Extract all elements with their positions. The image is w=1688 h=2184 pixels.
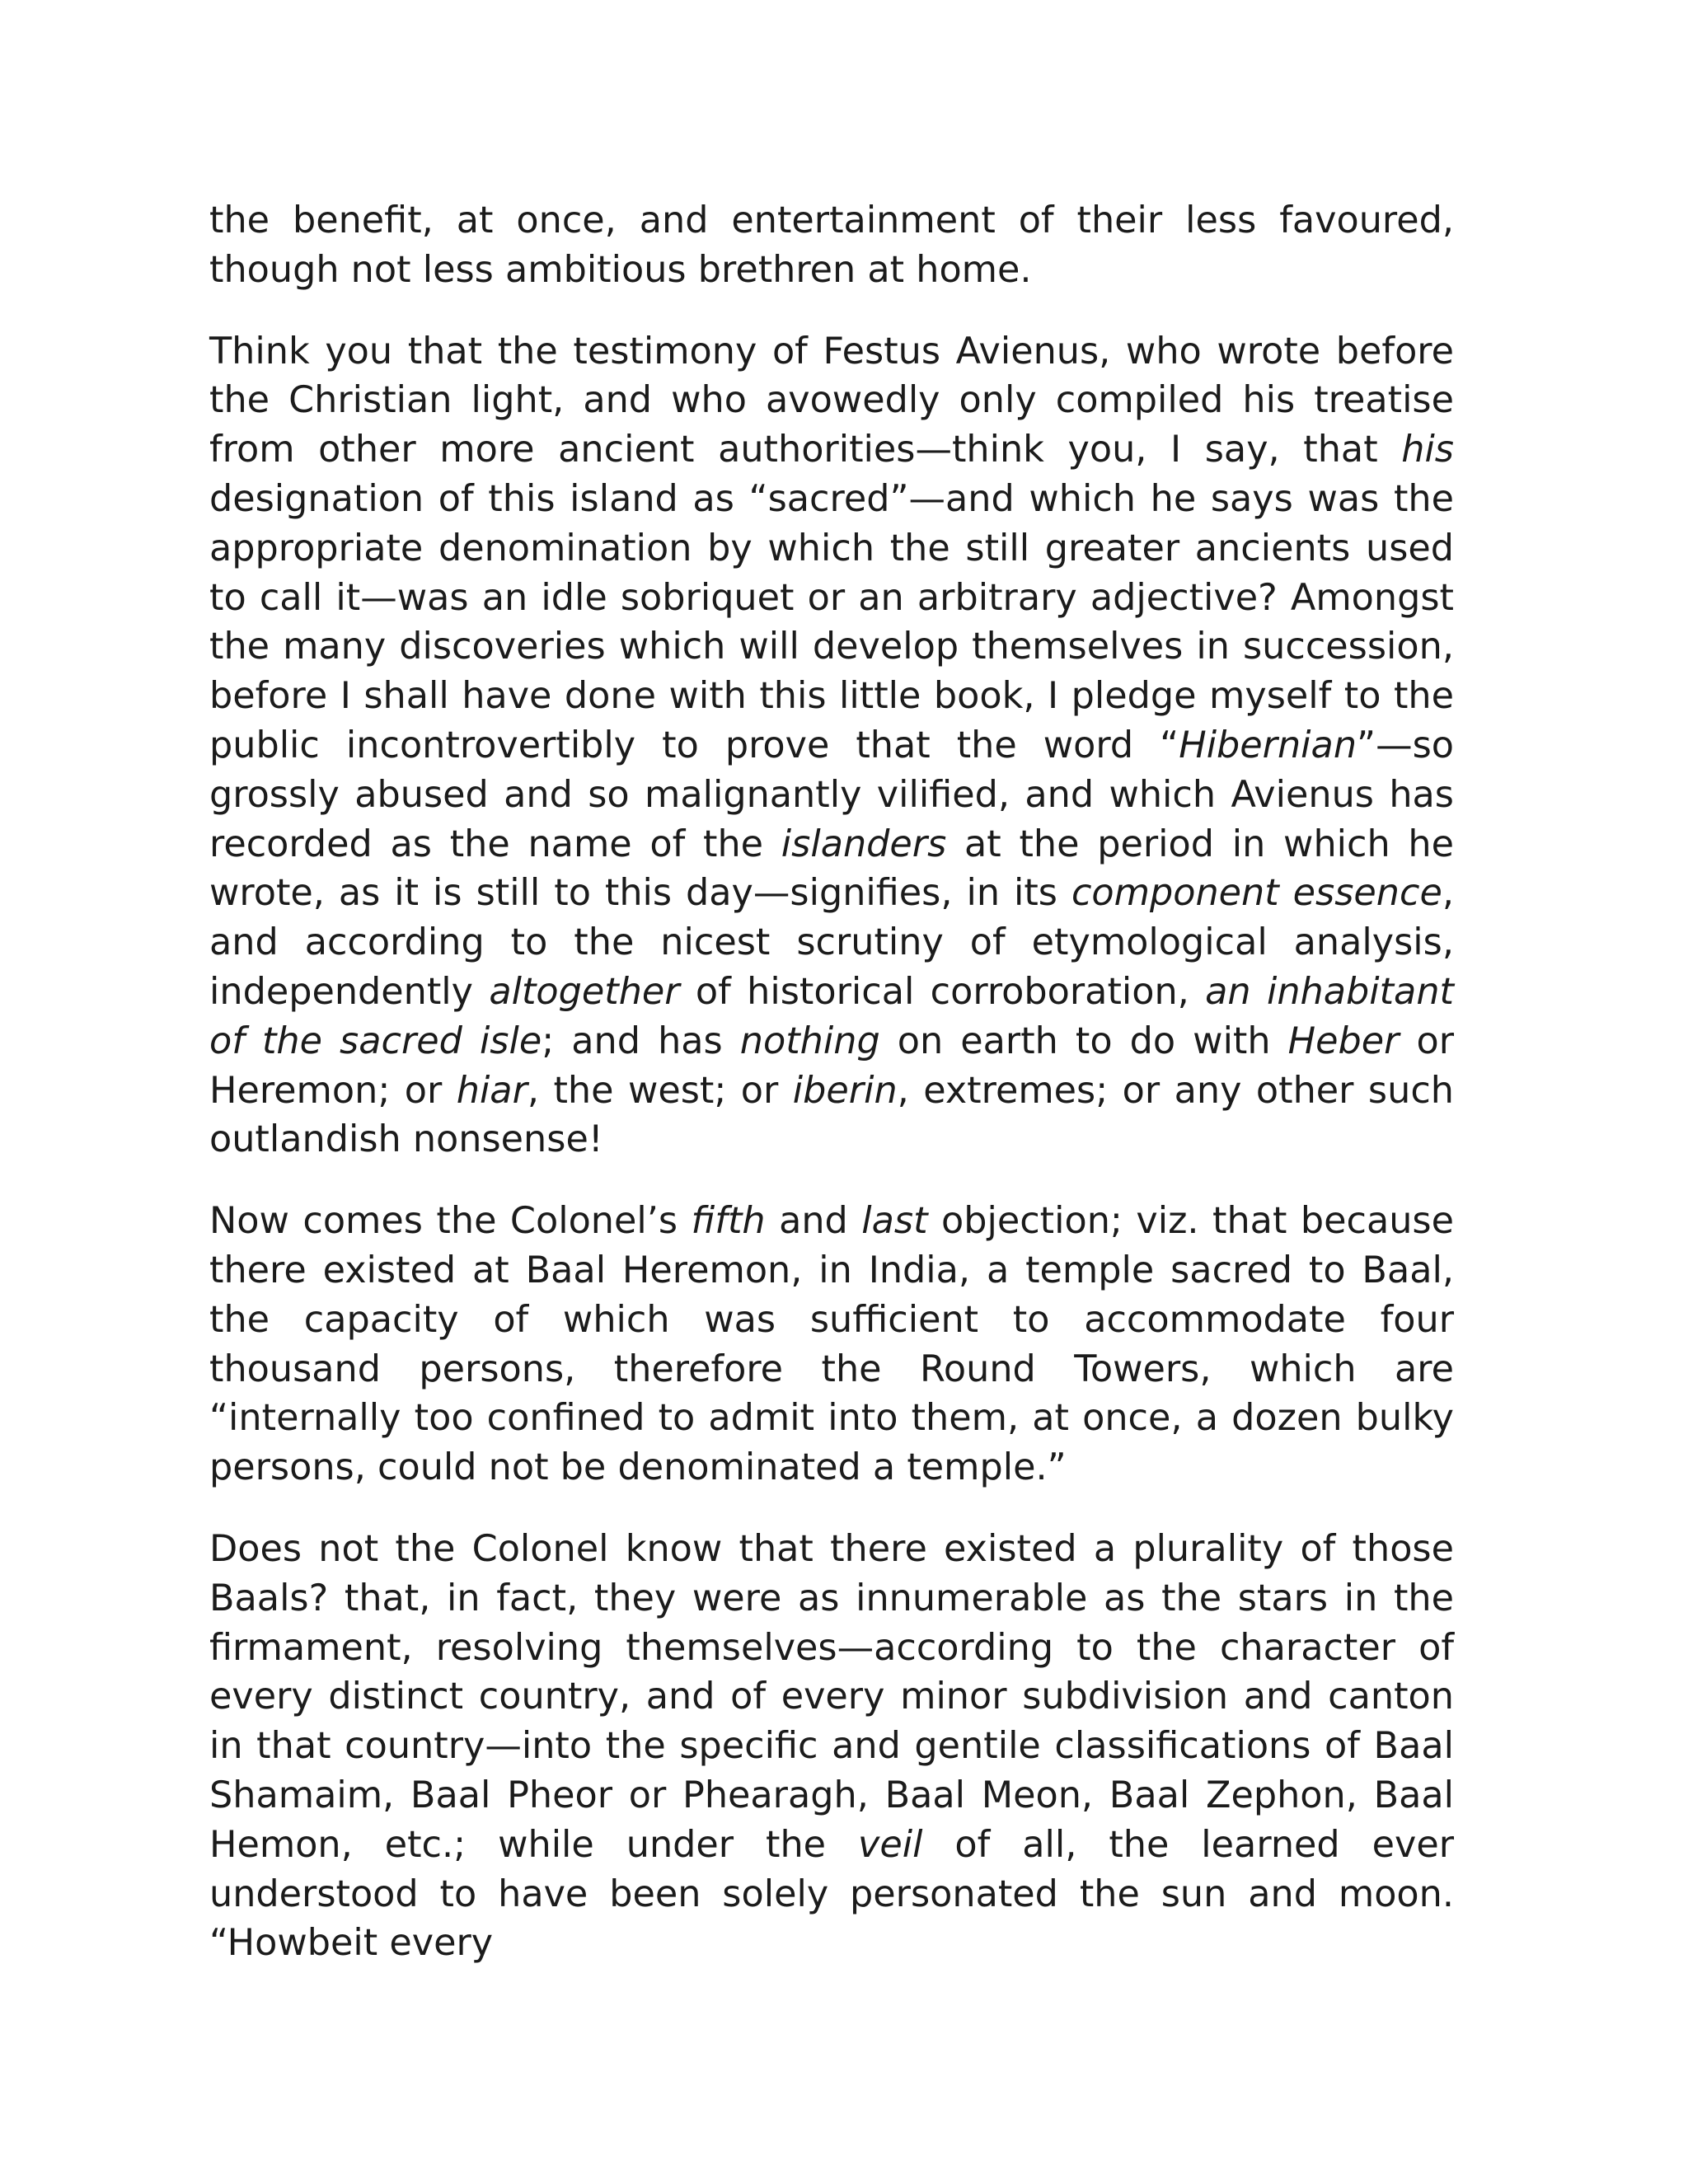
- italic-text-run: nothing: [739, 1019, 880, 1062]
- text-run: Does not the Colonel know that there existed a plurality of those Baals? that, in fact, they were as innumerable as the stars in the firmament, resolving themselves—according to the character of every distinct country, and of every minor subdivision and canton in that country—into the specific and gentile classifications of Baal Shamaim, Baal Pheor or Phearagh, Baal Meon, Baal Zephon, Baal Hemon, etc.; while under the: [209, 1527, 1454, 1866]
- italic-text-run: islanders: [781, 823, 947, 865]
- text-run: of historical corroboration,: [679, 970, 1206, 1013]
- italic-text-run: Hibernian: [1179, 724, 1357, 766]
- text-run: on earth to do with: [879, 1019, 1288, 1062]
- text-run: objection; viz. that because there existed at Baal Heremon, in India, a temple sacred to Baal, the capacity of which was sufficient to accommodate four thousand persons, therefore the Round Towers, which are “internally too confined to admit into them, at once, a dozen bulky persons, could not be denominated a temple.”: [209, 1200, 1454, 1489]
- document-page: [209, 196, 1454, 1968]
- paragraph: [209, 327, 1454, 1165]
- text-run: or Heremon; or: [209, 1019, 1455, 1112]
- italic-text-run: an inhabitant of the sacred isle: [209, 970, 1454, 1062]
- paragraph: [209, 1197, 1454, 1493]
- text-run: ”—so grossly abused and so malignantly vilified, and which Avienus has recorded as the name of the: [209, 724, 1454, 865]
- text-run: , extremes; or any other such outlandish nonsense!: [209, 1069, 1454, 1161]
- italic-text-run: iberin: [792, 1069, 898, 1112]
- text-run: Now comes the Colonel’s: [209, 1200, 692, 1243]
- text-run: the benefit, at once, and entertainment of their less favoured, though not less ambitious brethren at home.: [209, 199, 1454, 291]
- italic-text-run: altogether: [489, 970, 680, 1013]
- text-run: designation of this island as “sacred”—and which he says was the appropriate denomination by which the still greater ancients used to call it—was an idle sobriquet or an arbitrary adjective? Amongst the many discoveries which will develop themselves in succession, before I shall have done with this little book, I pledge myself to the public incontrovertibly to prove that the word “: [209, 477, 1454, 766]
- italic-text-run: component essence: [1071, 872, 1442, 915]
- text-run: and: [765, 1200, 862, 1243]
- italic-text-run: veil: [858, 1823, 923, 1866]
- text-run: at the period in which he wrote, as it is still to this day—signifies, in its: [209, 823, 1454, 915]
- italic-text-run: fifth: [691, 1200, 766, 1243]
- text-run: , the west; or: [527, 1069, 793, 1112]
- paragraph: [209, 196, 1454, 295]
- italic-text-run: Heber: [1287, 1019, 1400, 1062]
- italic-text-run: his: [1401, 429, 1454, 471]
- italic-text-run: last: [861, 1200, 928, 1243]
- italic-text-run: hiar: [456, 1069, 528, 1112]
- paragraph: [209, 1525, 1454, 1968]
- text-run: of all, the learned ever understood to have been solely personated the sun and moon. “Howbeit every: [209, 1823, 1454, 1965]
- text-run: ; and has: [542, 1019, 740, 1062]
- text-run: , and according to the nicest scrutiny of etymological analysis, independently: [209, 872, 1454, 1013]
- text-run: Think you that the testimony of Festus Avienus, who wrote before the Christian light, and who avowedly only compiled his treatise from other more ancient authorities—think you, I say, that: [209, 330, 1454, 471]
